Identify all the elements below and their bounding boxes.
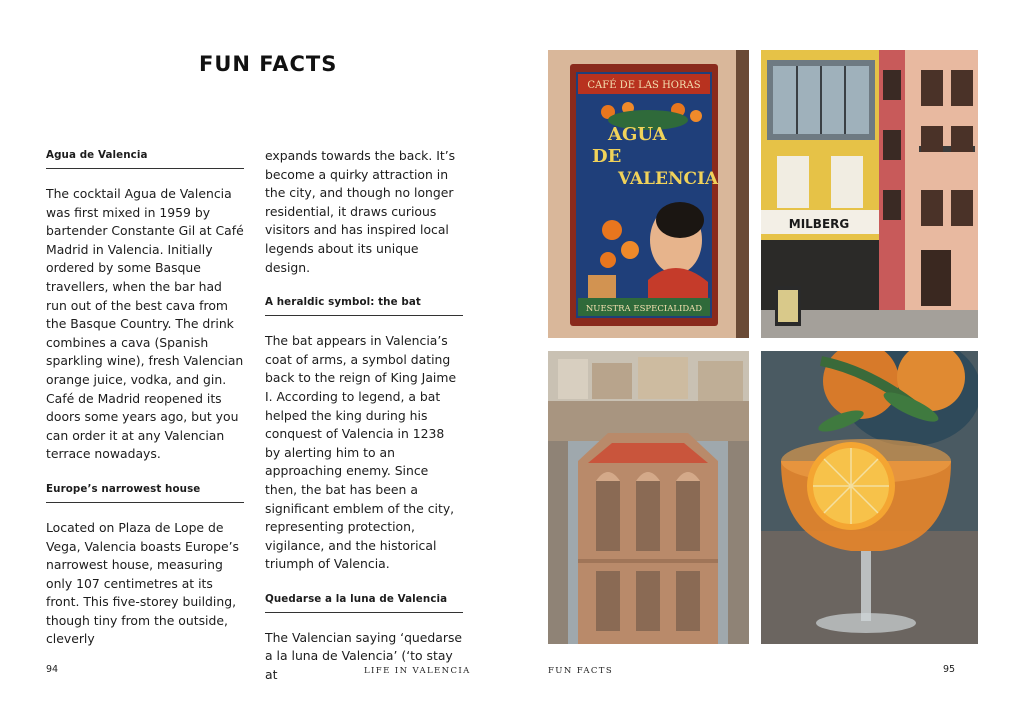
tile-line-1: AGUA bbox=[608, 124, 667, 145]
section-body: Located on Plaza de Lope de Vega, Valencia boasts Europe’s narrowest house, measuring only 107 centimetres at its front. This five-storey building, though tiny from the outside, cleverly bbox=[46, 519, 239, 647]
section-narrowest-house-continued bbox=[265, 147, 463, 277]
tile-top-text: CAFÉ DE LAS HORAS bbox=[587, 80, 701, 91]
section-heading: A heraldic symbol: the bat bbox=[265, 295, 463, 316]
tile-line-3: VALENCIA bbox=[618, 169, 719, 189]
section-heading: Agua de Valencia bbox=[46, 148, 244, 169]
text-column-left bbox=[46, 146, 244, 667]
section-narrowest-house bbox=[46, 482, 244, 649]
page-title: FUN FACTS bbox=[199, 52, 338, 76]
left-running-head: LIFE IN VALENCIA bbox=[364, 666, 471, 676]
section-body: The bat appears in Valencia’s coat of arms, a symbol dating back to the reign of King Jaime I. According to legend, a bat helped the king during his conquest of Valencia in 1238 by alerting him to an approaching enemy. Since then, the bat has been a significant emblem of the city, representing protection, vigilance, and the historical triumph of Valencia. bbox=[265, 333, 457, 572]
photo-cathedral-tower bbox=[548, 351, 749, 644]
section-heraldic-bat bbox=[265, 295, 463, 574]
tile-bottom-text: NUESTRA ESPECIALIDAD bbox=[585, 304, 703, 314]
section-body: The Valencian saying ‘quedarse a la luna de Valencia’ (‘to stay at bbox=[265, 629, 463, 683]
right-running-head: FUN FACTS bbox=[548, 666, 614, 676]
section-body: The cocktail Agua de Valencia was first mixed in 1959 by bartender Constante Gil at Café Madrid in Valencia. Initially ordered by some Basque travellers, when the bar had run out of the best cava from the Basque Country. The drink combines a cava (Spanish sparkling wine), fresh Valencian orange juice, vodka, and gin. Café de Madrid reopened its doors some years ago, but you can order it at any Valencian terrace nowadays. bbox=[46, 186, 244, 462]
section-heading: Europe’s narrowest house bbox=[46, 482, 244, 503]
photo-orange-cocktail bbox=[761, 351, 978, 644]
section-agua-de-valencia bbox=[46, 148, 244, 464]
shop-sign: MILBERG bbox=[788, 217, 850, 231]
left-page-number: 94 bbox=[46, 664, 59, 675]
section-body: expands towards the back. It’s become a quirky attraction in the city, and though no longer residential, it draws curious visitors and has inspired local legends about its unique design. bbox=[265, 148, 456, 275]
photo-agua-de-valencia-tile bbox=[548, 50, 749, 338]
section-heading: Quedarse a la luna de Valencia bbox=[265, 592, 463, 613]
photo-street-buildings bbox=[761, 50, 978, 338]
right-page-number: 95 bbox=[943, 664, 956, 675]
tile-line-2: DE bbox=[592, 146, 622, 167]
text-column-right bbox=[265, 147, 463, 703]
